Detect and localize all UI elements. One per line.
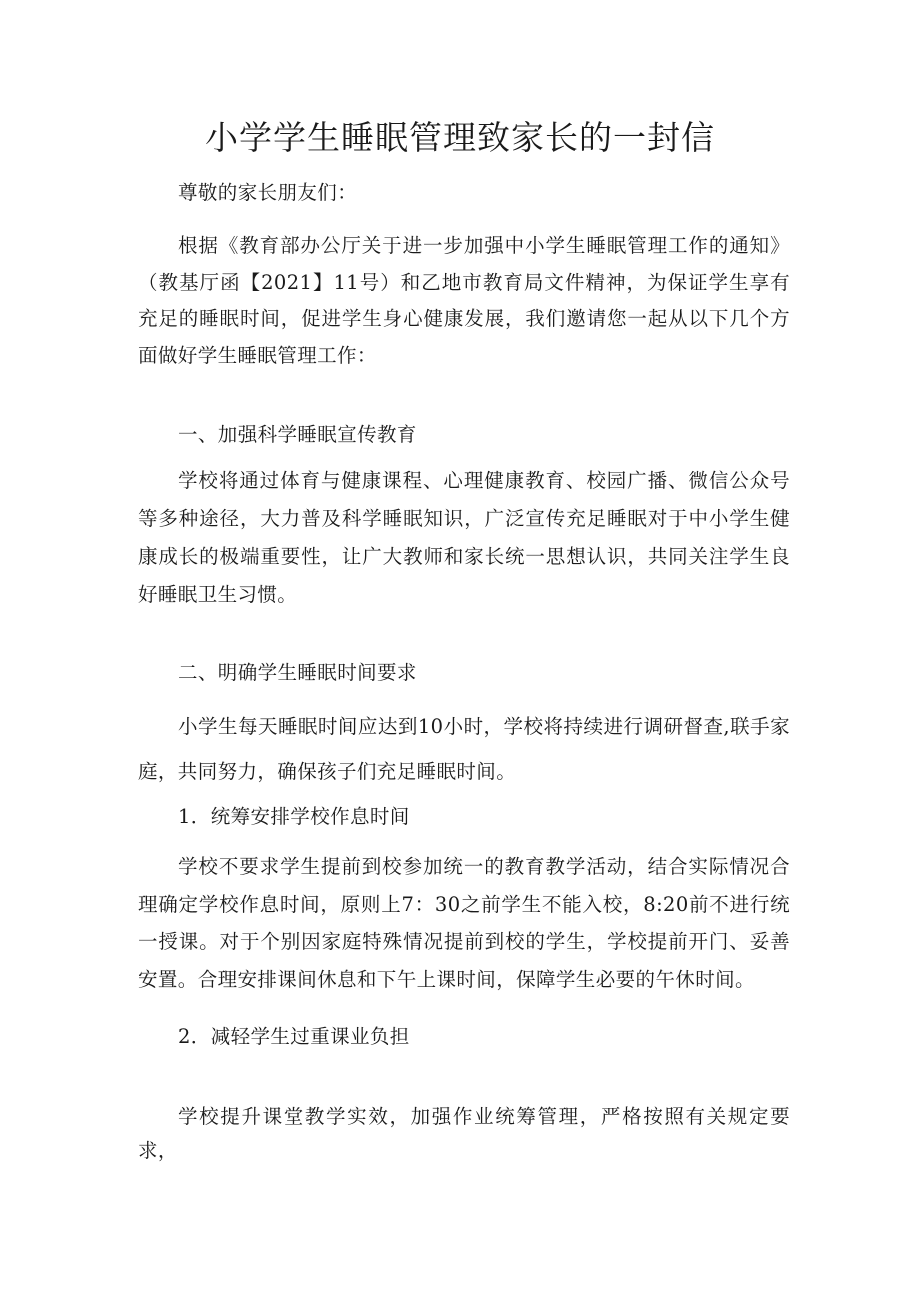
subsection-1-paragraph: 学校不要求学生提前到校参加统一的教育教学活动，结合实际情况合理确定学校作息时间，原则上7：30之前学生不能入校，8:20前不进行统一授课。对于个别因家庭特殊情况提前到校的学生，学校提前开门、妥善安置。合理安排课间休息和下午上课时间，保障学生必要的午休时间。 <box>138 855 790 991</box>
section-1-paragraph: 学校将通过体育与健康课程、心理健康教育、校园广播、微信公众号等多种途径，大力普及科学睡眠知识，广泛宣传充足睡眠对于中小学生健康成长的极端重要性，让广大教师和家长统一思想认识，共同关注学生良好睡眠卫生习惯。 <box>138 469 790 606</box>
section-heading-1: 一、加强科学睡眠宣传教育 <box>178 423 417 446</box>
subsection-heading-1: 1．统筹安排学校作息时间 <box>178 805 410 828</box>
salutation: 尊敬的家长朋友们： <box>178 181 358 204</box>
section-heading-2: 二、明确学生睡眠时间要求 <box>178 661 417 684</box>
section-2-paragraph: 小学生每天睡眠时间应达到10小时，学校将持续进行调研督查,联手家庭，共同努力，确保孩子们充足睡眠时间。 <box>138 715 790 783</box>
subsection-2-paragraph: 学校提升课堂教学实效，加强作业统筹管理，严格按照有关规定要求， <box>138 1105 790 1162</box>
document-title: 小学学生睡眠管理致家长的一封信 <box>205 118 715 157</box>
intro-paragraph: 根据《教育部办公厅关于进一步加强中小学生睡眠管理工作的通知》（教基厅函【2021】11号）和乙地市教育局文件精神，为保证学生享有充足的睡眠时间，促进学生身心健康发展，我们邀请您一起从以下几个方面做好学生睡眠管理工作： <box>138 234 790 367</box>
subsection-heading-2: 2．减轻学生过重课业负担 <box>178 1025 410 1048</box>
